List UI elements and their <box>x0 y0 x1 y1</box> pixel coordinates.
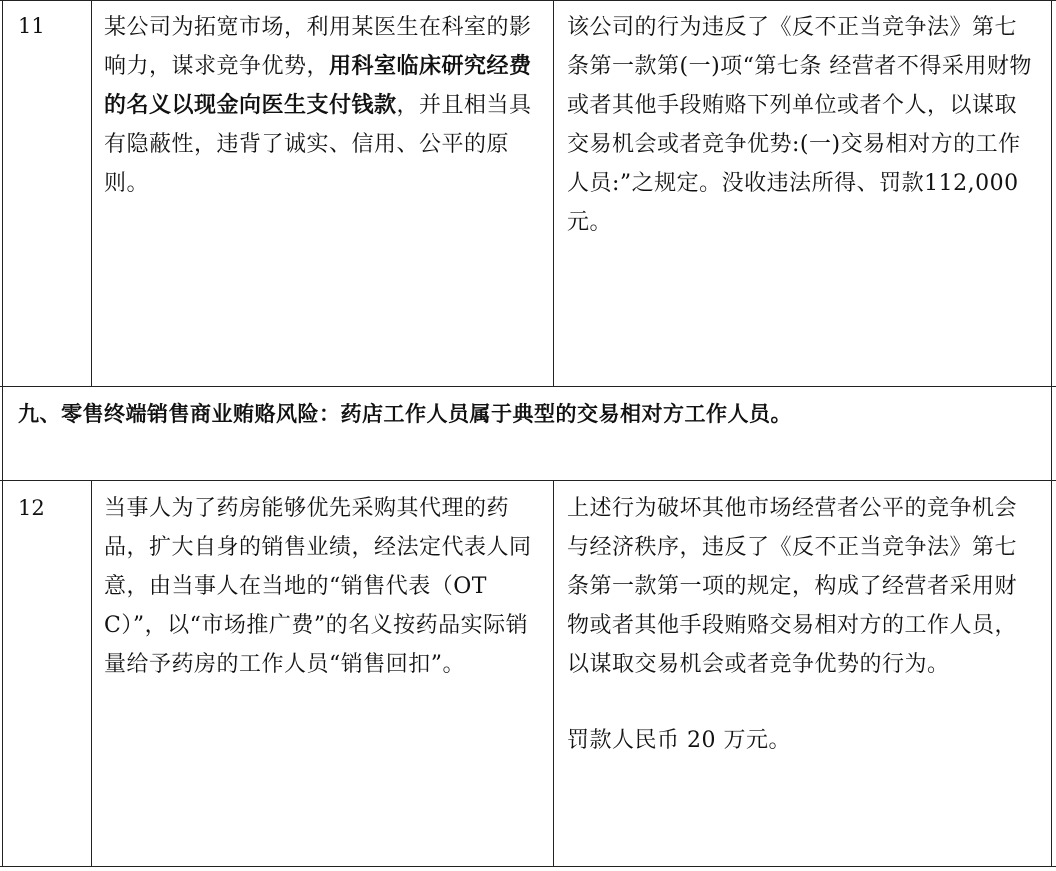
case-11-facts-text-end: ，并且相当具有隐蔽性，违背了诚实、信用、公平的原则。 <box>104 93 532 196</box>
table-border-left <box>2 0 3 866</box>
case-number-11: 11 <box>18 14 45 38</box>
case-11-facts-text: 某公司为拓宽市场，利用某医生在科室的影响力，谋求竞争优势， <box>104 15 532 79</box>
row-12-divider-2 <box>553 480 554 866</box>
section-heading-bottom-border <box>0 480 1056 481</box>
case-11-penalty: 该公司的行为违反了《反不正当竞争法》第七条第一款第(一)项“第七条 经营者不得采用财物或者其他手段贿赂下列单位或者个人，以谋取交易机会或者竞争优势:(一)交易相对方的工作人员:”之规定。没收违法所得、罚款112,000元。 <box>567 15 1032 235</box>
table-border-bottom <box>0 866 1056 867</box>
case-12-facts: 当事人为了药房能够优先采购其代理的药品，扩大自身的销售业绩，经法定代表人同意，由当事人在当地的“销售代表（OTC）”，以“市场推广费”的名义按药品实际销量给予药房的工作人员“销售回扣”。 <box>104 496 532 677</box>
section-heading: 九、零售终端销售商业贿赂风险：药店工作人员属于典型的交易相对方工作人员。 <box>18 401 792 426</box>
case-12-penalty-text: 上述行为破坏其他市场经营者公平的竞争机会与经济秩序，违反了《反不正当竞争法》第七条第一款第一项的规定，构成了经营者采用财物或者其他手段贿赂交易相对方的工作人员，以谋取交易机会或者竞争优势的行为。 <box>567 496 1018 677</box>
case-12-fine-text: 罚款人民币 20 万元。 <box>567 728 791 753</box>
row-12-divider-1 <box>91 480 92 866</box>
case-11-facts-emphasis: 用科室临床研究经费的名义以现金向医生支付钱款 <box>104 53 532 118</box>
row-11-bottom-border <box>0 386 1056 387</box>
case-11-facts <box>104 8 544 203</box>
row-11-divider-2 <box>553 0 554 386</box>
table-border-top <box>0 0 1056 1</box>
case-12-penalty <box>567 489 1039 760</box>
table-border-right <box>1051 0 1052 866</box>
paragraph-gap <box>567 684 1039 721</box>
case-number-12: 12 <box>18 496 45 520</box>
row-11-divider-1 <box>91 0 92 386</box>
